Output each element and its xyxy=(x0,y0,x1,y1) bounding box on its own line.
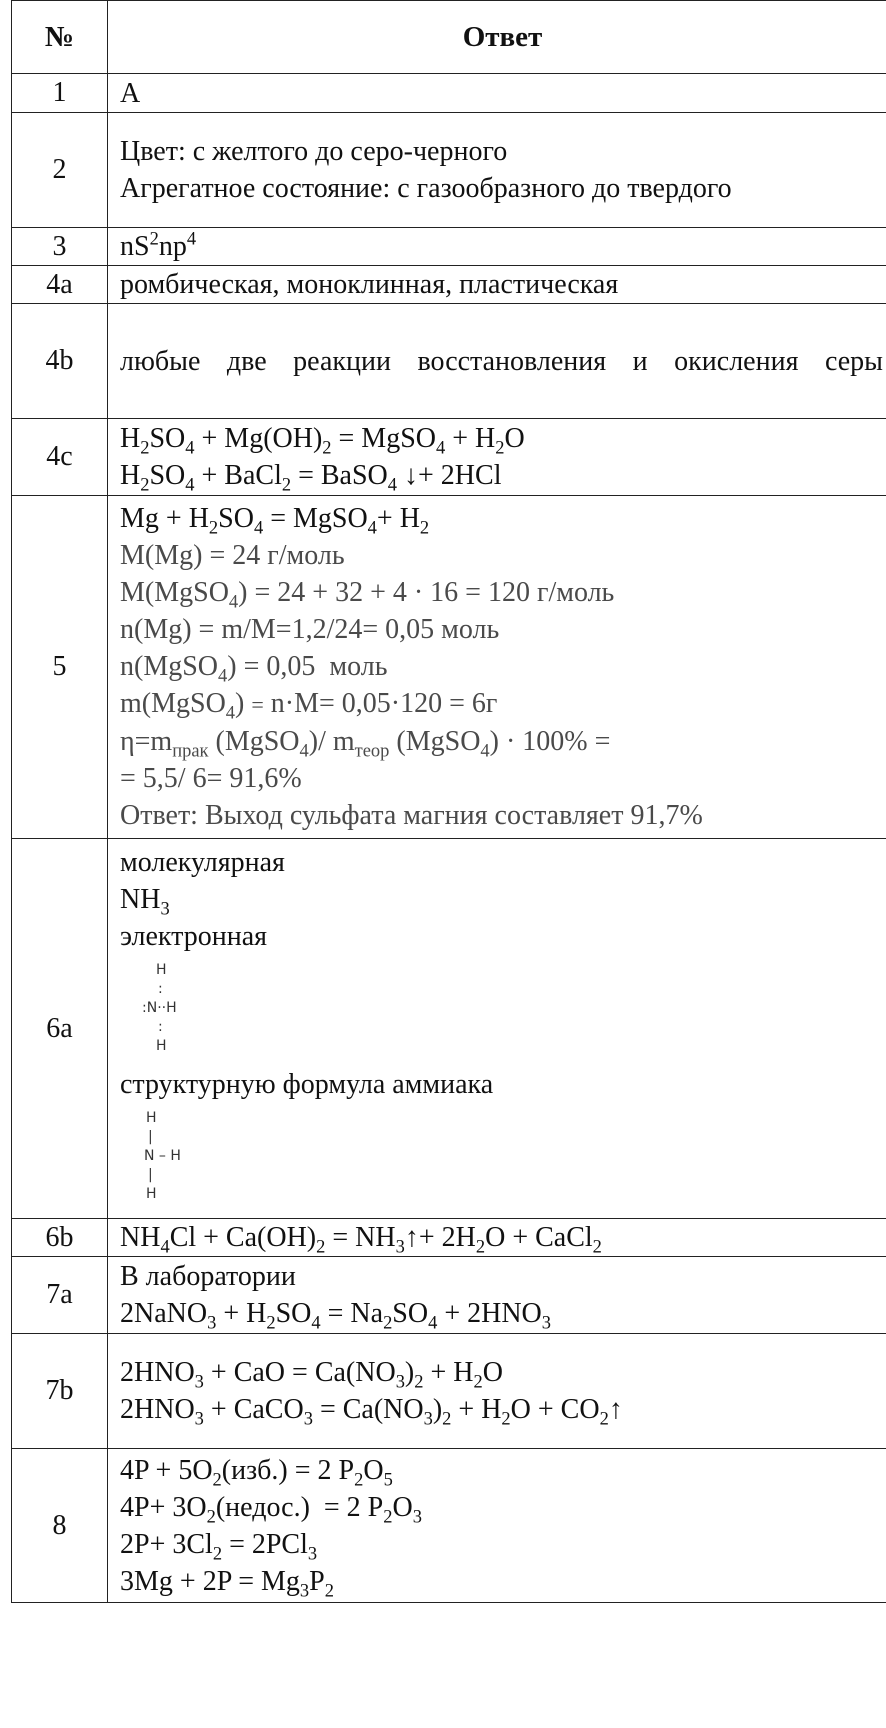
table-row xyxy=(12,74,886,113)
formula-part: S xyxy=(134,231,150,262)
table-row xyxy=(12,113,886,228)
equation-line: $H_2SO_4 + Mg(OH)_2$ = MgSO$_4$ + $H_2O$ xyxy=(120,423,525,458)
formula-part: n xyxy=(120,231,134,262)
calc-line: M(MgSO$_4$) = 24 + 32 + 4 · 16 = 120 г/моль xyxy=(120,577,615,612)
calc-line: n(MgSO$_4$) = 0,05 моль xyxy=(120,651,388,686)
answer-cell xyxy=(108,1219,886,1257)
table-row xyxy=(12,419,886,496)
row-number: 4b xyxy=(12,304,108,419)
row-number: 4c xyxy=(12,419,108,496)
answer-line: В лаборатории xyxy=(120,1261,296,1292)
answer-line: электронная xyxy=(120,920,267,952)
answer-line: Агрегатное состояние: с газообразного до твердого xyxy=(120,173,732,204)
equation-line: $2HNO_3$ + CaO = $Ca(NO_3)_2 + H_2O$ xyxy=(120,1357,503,1392)
calc-line: $\eta=m_{прак}$ (MgSO$_4$)/ $m_{теор}$ (MgSO$_4$) · 100% = xyxy=(120,726,611,761)
answer-cell xyxy=(108,228,886,266)
answer-cell: А xyxy=(108,74,886,113)
equation-line: $Mg + H_2SO_4$ = MgSO$_4$+ $H_2$ xyxy=(120,503,430,538)
formula-line: $NH_3$ xyxy=(120,883,170,919)
row-number: 4a xyxy=(12,266,108,304)
row-number: 7a xyxy=(12,1257,108,1334)
answer-cell xyxy=(108,419,886,496)
calc-line: = 5,5/ 6= 91,6% xyxy=(120,763,302,794)
struct-line: | xyxy=(148,1128,153,1145)
answer-conclusion: Ответ: Выход сульфата магния составляет 91,7% xyxy=(120,800,703,831)
equation-line: $3Mg + 2P = Mg_3P_2$ xyxy=(120,1565,334,1601)
answer-line: молекулярная xyxy=(120,846,285,878)
table-row xyxy=(12,1219,886,1257)
equation-line: 2NaNO$_3$ + $H_2SO_4 = Na_2SO_4 + 2HNO_3$ xyxy=(120,1298,552,1333)
equation-line: $2P+ 3Cl_2 = 2PCl_3$ xyxy=(120,1528,318,1564)
answer-line: структурную формула аммиака xyxy=(120,1068,494,1100)
calc-line: n(Mg) = m/M=1,2/24= 0,05 моль xyxy=(120,614,500,645)
row-number: 2 xyxy=(12,113,108,228)
table-row xyxy=(12,1334,886,1449)
equation-line: $NH_4Cl + Ca(OH)_2$ = $NH_3↑+ 2H_2O$ + CaCl$_2$ xyxy=(120,1222,602,1257)
equation-line: $2HNO_3$ + CaCO$_3$ = $Ca(NO_3)_2 + H_2O$ + $CO_2↑$ xyxy=(120,1394,623,1429)
struct-line: H xyxy=(146,1185,157,1202)
answer-table xyxy=(11,0,886,1603)
row-number: 6a xyxy=(12,839,108,1219)
answer-cell xyxy=(108,1449,886,1603)
lewis-line: H xyxy=(156,961,167,978)
table-row xyxy=(12,1257,886,1334)
row-number: 5 xyxy=(12,496,108,839)
lewis-structure xyxy=(136,961,883,1056)
equation-line: $H_2SO_4$ + BaCl$_2$ = BaSO$_4$ ↓+ 2HCl xyxy=(120,460,502,495)
header-num: № xyxy=(12,1,108,74)
table-row xyxy=(12,266,886,304)
table-row xyxy=(12,304,886,419)
answer-text: любые две реакции восстановления и окисления серы xyxy=(120,345,883,377)
equation-line: $4P+ 3O_2(недос.) = 2$ $P_2O_3$ xyxy=(120,1491,422,1527)
answer-cell xyxy=(108,1257,886,1334)
answer-line: Цвет: с желтого до серо-черного xyxy=(120,136,508,167)
table-row xyxy=(12,496,886,839)
header-answer: Ответ xyxy=(108,1,886,74)
formula-part: np xyxy=(158,231,187,262)
answer-cell xyxy=(108,304,886,419)
calc-line: M(Mg) = 24 г/моль xyxy=(120,540,345,571)
structural-formula xyxy=(136,1109,883,1204)
answer-cell xyxy=(108,496,886,839)
calc-line: m(MgSO$_4$) = n·M= 0,05·120 = 6г xyxy=(120,688,498,723)
struct-line: H xyxy=(146,1109,157,1126)
table-header xyxy=(12,1,886,74)
answer-cell xyxy=(108,1334,886,1449)
superscript: 4 xyxy=(186,228,197,249)
superscript: 2 xyxy=(149,228,159,249)
table-row xyxy=(12,228,886,266)
answer-cell: ромбическая, моноклинная, пластическая xyxy=(108,266,886,304)
row-number: 8 xyxy=(12,1449,108,1603)
lewis-line: : xyxy=(158,980,163,997)
lewis-line: H xyxy=(156,1037,167,1054)
row-number: 6b xyxy=(12,1219,108,1257)
row-number: 7b xyxy=(12,1334,108,1449)
answer-table-wrap xyxy=(11,0,886,1603)
table-row xyxy=(12,1449,886,1603)
table-row xyxy=(12,839,886,1219)
row-number: 1 xyxy=(12,74,108,113)
struct-line: N – H xyxy=(144,1147,181,1164)
lewis-line: :N··H xyxy=(142,999,177,1016)
equation-line: $4P + 5O_2(изб.) = 2$ $P_2O_5$ xyxy=(120,1454,393,1490)
answer-cell xyxy=(108,839,886,1219)
lewis-line: : xyxy=(158,1018,163,1035)
struct-line: | xyxy=(148,1166,153,1183)
row-number: 3 xyxy=(12,228,108,266)
answer-cell xyxy=(108,113,886,228)
